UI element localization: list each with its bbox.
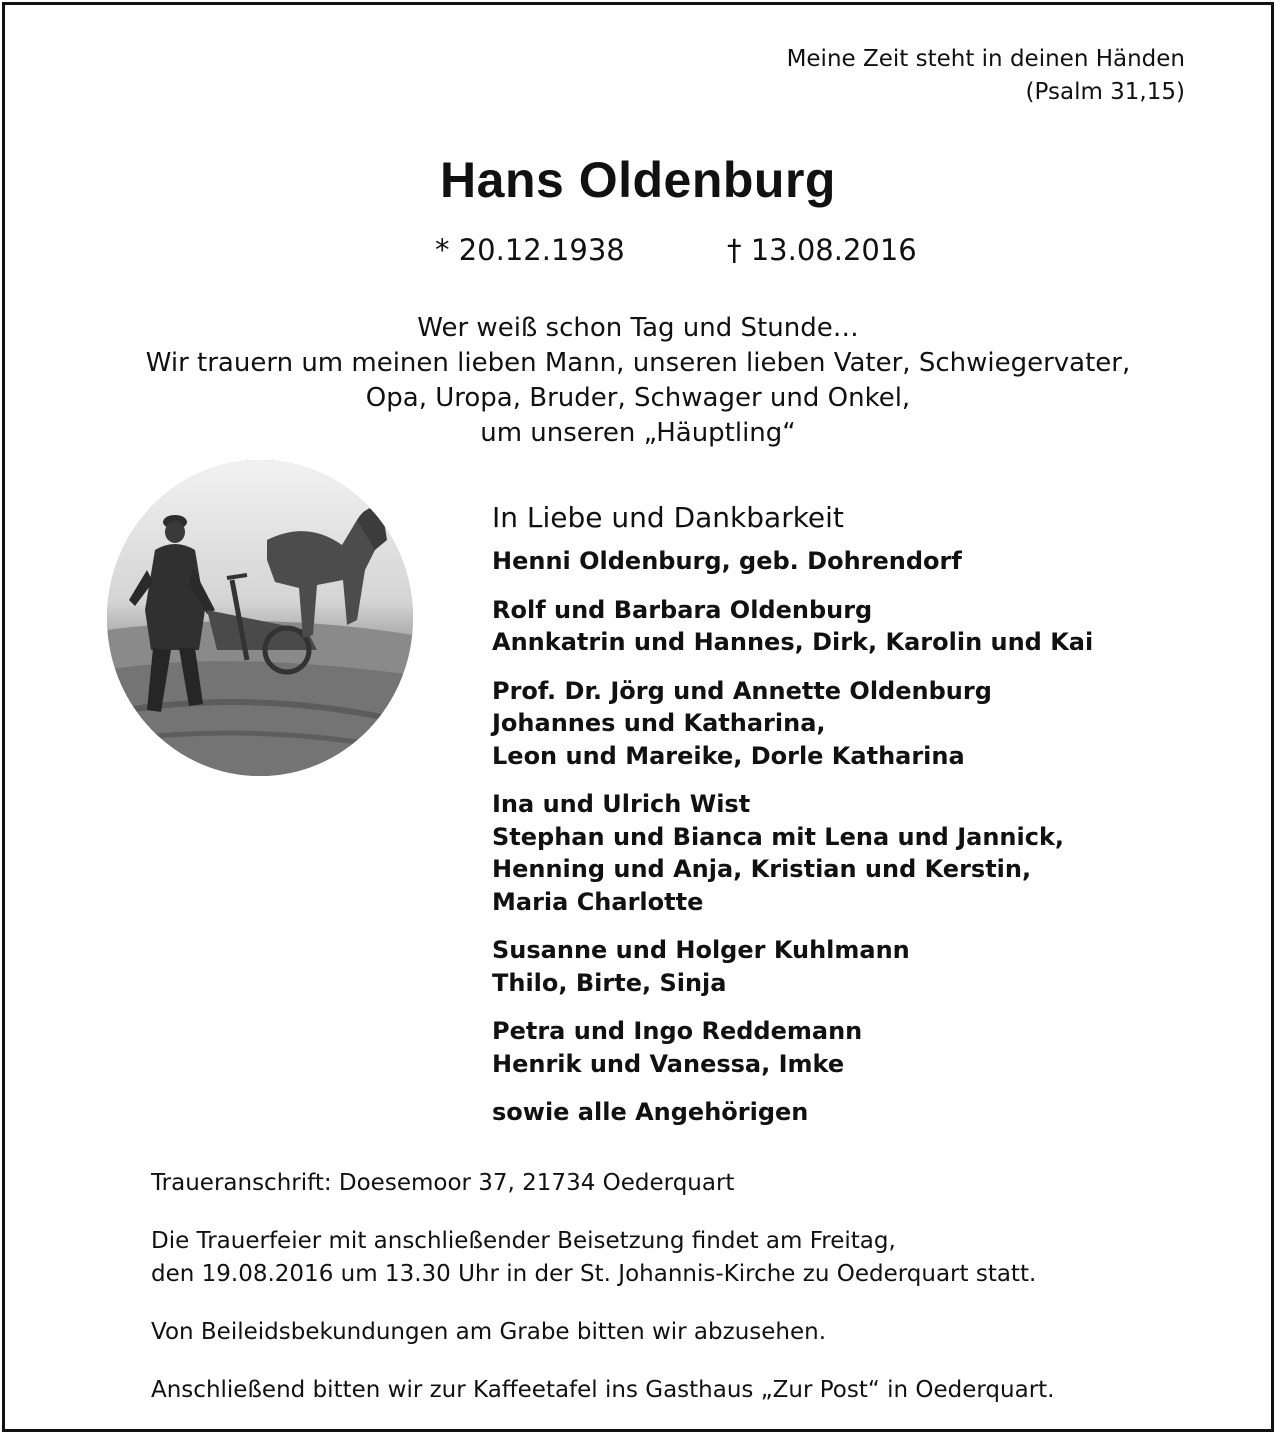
mourner-line: Ina und Ulrich Wist [492, 790, 751, 818]
farmer-with-horse-plough-photo [107, 460, 413, 776]
condolence-notice [151, 1316, 1054, 1349]
mourner-line: Maria Charlotte [492, 887, 704, 916]
mourners-list [492, 499, 1093, 1145]
mourner-line: Annkatrin und Hannes, Dirk, Karolin und Kai [492, 628, 1094, 656]
mourner-group [492, 788, 1093, 918]
mourning-address-text: Traueranschrift: Doesemoor 37, 21734 Oederquart [151, 1170, 735, 1196]
mourner-line: Prof. Dr. Jörg und Annette Oldenburg [492, 676, 992, 705]
mourner-group [492, 1015, 1093, 1080]
mourner-group [492, 1096, 1093, 1129]
mourning-intro [5, 311, 1271, 451]
bible-verse [787, 43, 1185, 109]
mourner-line: Thilo, Birte, Sinja [492, 968, 727, 997]
intro-line: um unseren „Häuptling“ [480, 418, 796, 448]
mourner-group [492, 594, 1093, 659]
coffee-text: Anschließend bitten wir zur Kaffeetafel ins Gasthaus „Zur Post“ in Oederquart. [151, 1377, 1055, 1403]
intro-line: Opa, Uropa, Bruder, Schwager und Onkel, [365, 383, 911, 413]
mourner-line: Henni Oldenburg, geb. Dohrendorf [492, 547, 962, 575]
condolence-text: Von Beileidsbekundungen am Grabe bitten wir abzusehen. [151, 1319, 827, 1345]
mourner-line: sowie alle Angehörigen [492, 1098, 809, 1126]
coffee-notice [151, 1374, 1054, 1407]
intro-line: Wir trauern um meinen lieben Mann, unseren lieben Vater, Schwiegervater, [145, 348, 1131, 378]
mourner-line: Henrik und Vanessa, Imke [492, 1049, 845, 1078]
intro-line: Wer weiß schon Tag und Stunde… [417, 313, 859, 343]
bible-verse-reference: (Psalm 31,15) [1025, 79, 1185, 105]
mourner-line: Susanne und Holger Kuhlmann [492, 936, 910, 964]
mourner-line: Stephan und Bianca mit Lena und Jannick, [492, 822, 1065, 851]
deceased-name: Hans Oldenburg [440, 152, 836, 208]
obituary-frame [2, 2, 1274, 1432]
mourner-line: Henning und Anja, Kristian und Kerstin, [492, 855, 1032, 883]
death-date: † 13.08.2016 [727, 233, 917, 267]
mourner-line: Petra und Ingo Reddemann [492, 1017, 863, 1045]
bible-verse-text: Meine Zeit steht in deinen Händen [786, 46, 1185, 72]
mourning-address [151, 1167, 1054, 1200]
mourner-group [492, 675, 1093, 773]
mourner-group [492, 545, 1093, 578]
mourner-line: Leon und Mareike, Dorle Katharina [492, 741, 965, 770]
ceremony-line: den 19.08.2016 um 13.30 Uhr in der St. Johannis-Kirche zu Oederquart statt. [151, 1261, 1037, 1287]
ceremony-line: Die Trauerfeier mit anschließender Beisetzung findet am Freitag, [151, 1228, 896, 1254]
birth-date: * 20.12.1938 [435, 233, 625, 267]
mourner-group [492, 934, 1093, 999]
mourner-line: Rolf und Barbara Oldenburg [492, 595, 873, 624]
mourner-line: Johannes und Katharina, [492, 709, 826, 737]
funeral-information [151, 1167, 1054, 1432]
thanks-heading: In Liebe und Dankbarkeit [492, 501, 844, 534]
